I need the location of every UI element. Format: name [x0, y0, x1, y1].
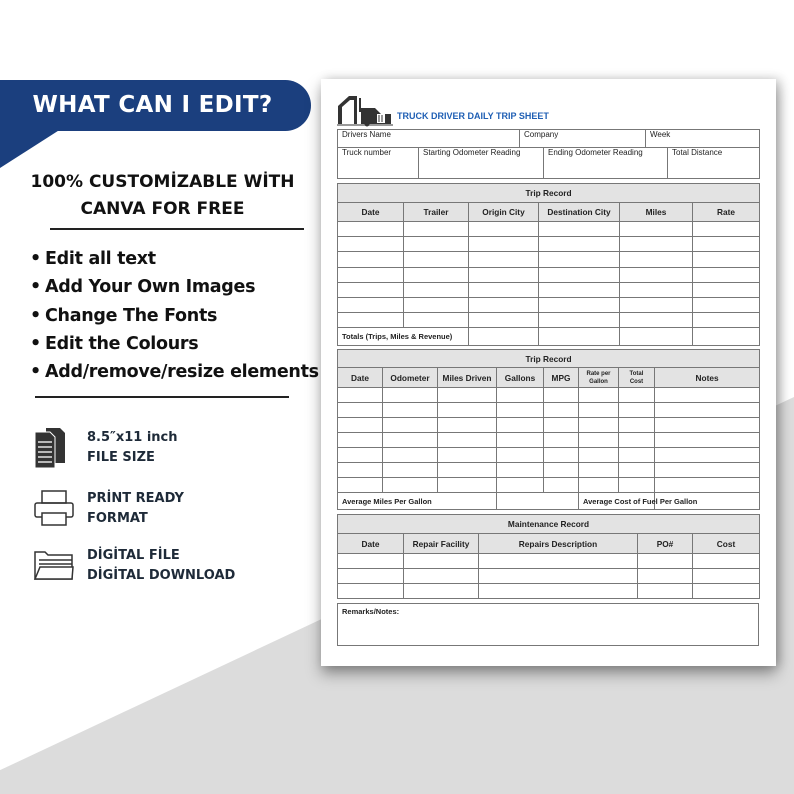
cell[interactable]	[544, 463, 579, 478]
cell[interactable]	[438, 388, 497, 403]
table-row	[338, 267, 760, 282]
table-row	[338, 237, 760, 252]
cell[interactable]	[338, 403, 383, 418]
cell[interactable]	[693, 569, 760, 584]
column-header: Total Cost	[619, 368, 655, 388]
bullet-item: • Edit all text	[30, 247, 319, 275]
cell[interactable]	[619, 403, 655, 418]
cell[interactable]	[619, 433, 655, 448]
cell[interactable]	[469, 237, 539, 252]
cell[interactable]	[579, 478, 619, 493]
cell[interactable]	[620, 282, 693, 297]
cell[interactable]	[620, 297, 693, 312]
cell[interactable]	[404, 267, 469, 282]
column-header: Date	[338, 368, 383, 388]
cell[interactable]	[383, 418, 438, 433]
cell[interactable]	[619, 388, 655, 403]
cell[interactable]	[544, 403, 579, 418]
cell[interactable]	[544, 433, 579, 448]
cell[interactable]	[404, 554, 479, 569]
cell[interactable]	[620, 222, 693, 237]
cell[interactable]	[469, 297, 539, 312]
cell[interactable]	[383, 403, 438, 418]
table-caption: Trip Record	[338, 350, 760, 368]
cell[interactable]	[693, 297, 760, 312]
cell[interactable]	[544, 478, 579, 493]
cell[interactable]	[539, 222, 620, 237]
table-row	[338, 403, 760, 418]
cell[interactable]	[579, 403, 619, 418]
cell[interactable]	[655, 403, 760, 418]
cell[interactable]	[469, 267, 539, 282]
feature-file-size	[34, 428, 178, 468]
column-header: Trailer	[404, 203, 469, 222]
column-header: Destination City	[539, 203, 620, 222]
cell[interactable]	[579, 388, 619, 403]
cell[interactable]	[619, 463, 655, 478]
cell[interactable]	[438, 448, 497, 463]
week-field[interactable]: Week	[646, 130, 760, 148]
documents-icon	[34, 428, 74, 468]
table-row	[338, 418, 760, 433]
cell[interactable]	[497, 418, 544, 433]
cell[interactable]	[693, 252, 760, 267]
feature-line: PRİNT READY	[87, 491, 184, 506]
cell[interactable]	[497, 448, 544, 463]
cell[interactable]	[338, 222, 404, 237]
cell[interactable]	[579, 463, 619, 478]
table-row	[338, 569, 760, 584]
cell[interactable]	[579, 448, 619, 463]
cell[interactable]	[479, 584, 638, 599]
ending-odometer-field[interactable]: Ending Odometer Reading	[544, 148, 668, 179]
feature-line: 8.5″x11 inch	[87, 430, 178, 445]
column-header: Notes	[655, 368, 760, 388]
sheet-title: TRUCK DRIVER DAILY TRIP SHEET	[397, 111, 549, 121]
cell[interactable]	[479, 569, 638, 584]
table-row	[338, 554, 760, 569]
trip-record-table	[337, 183, 760, 346]
cell[interactable]	[693, 313, 760, 328]
cell[interactable]	[469, 222, 539, 237]
column-header: Repair Facility	[404, 534, 479, 554]
column-header: Gallons	[497, 368, 544, 388]
cell[interactable]	[338, 388, 383, 403]
cell[interactable]	[544, 418, 579, 433]
column-header: Date	[338, 203, 404, 222]
feature-line: FORMAT	[87, 511, 148, 526]
cell[interactable]	[469, 282, 539, 297]
cell[interactable]	[539, 297, 620, 312]
bullet-item: • Add Your Own Images	[30, 275, 319, 303]
cell[interactable]	[438, 418, 497, 433]
table-row	[338, 584, 760, 599]
cell[interactable]	[539, 328, 620, 346]
bullet-item: • Edit the Colours	[30, 332, 319, 360]
feature-digital-file	[34, 546, 235, 586]
cell[interactable]	[619, 478, 655, 493]
cell[interactable]	[338, 297, 404, 312]
cell[interactable]	[620, 313, 693, 328]
cell[interactable]	[693, 267, 760, 282]
column-header: Odometer	[383, 368, 438, 388]
column-header: Repairs Description	[479, 534, 638, 554]
cell[interactable]	[579, 418, 619, 433]
cell[interactable]	[620, 252, 693, 267]
cell[interactable]	[338, 252, 404, 267]
cell[interactable]	[620, 267, 693, 282]
subtitle-line-2: CANVA FOR FREE	[80, 199, 245, 219]
cell[interactable]	[438, 463, 497, 478]
subtitle-line-1: 100% CUSTOMİZABLE WİTH	[30, 172, 295, 192]
remarks-field[interactable]: Remarks/Notes:	[338, 604, 759, 646]
column-header: Miles Driven	[438, 368, 497, 388]
cell[interactable]	[655, 388, 760, 403]
cell[interactable]	[693, 237, 760, 252]
total-distance-field[interactable]: Total Distance	[668, 148, 760, 179]
column-header: MPG	[544, 368, 579, 388]
cell[interactable]	[404, 297, 469, 312]
table-row	[338, 448, 760, 463]
cell[interactable]	[693, 222, 760, 237]
cell[interactable]	[693, 554, 760, 569]
fuel-trip-record-table	[337, 349, 760, 510]
cell[interactable]	[655, 463, 760, 478]
cell[interactable]	[338, 554, 404, 569]
table-row	[338, 463, 760, 478]
cell[interactable]	[544, 388, 579, 403]
cell[interactable]	[620, 237, 693, 252]
cell[interactable]	[338, 463, 383, 478]
divider	[35, 396, 289, 398]
cell[interactable]	[338, 418, 383, 433]
cell[interactable]	[497, 478, 544, 493]
cell[interactable]	[693, 328, 760, 346]
cell[interactable]	[497, 388, 544, 403]
cell[interactable]	[438, 478, 497, 493]
truck-number-field[interactable]: Truck number	[338, 148, 419, 179]
cell[interactable]	[539, 252, 620, 267]
column-header: Date	[338, 534, 404, 554]
cell[interactable]	[469, 313, 539, 328]
cell[interactable]	[479, 554, 638, 569]
column-header: Origin City	[469, 203, 539, 222]
column-header: Rate	[693, 203, 760, 222]
remarks-box	[337, 603, 759, 646]
cell[interactable]	[438, 403, 497, 418]
cell[interactable]	[655, 433, 760, 448]
folder-icon	[34, 546, 74, 586]
truck-logo-icon	[337, 94, 393, 126]
cell[interactable]	[469, 252, 539, 267]
cell[interactable]	[383, 433, 438, 448]
table-row	[338, 313, 760, 328]
cell[interactable]	[638, 569, 693, 584]
cell[interactable]	[338, 569, 404, 584]
table-caption: Maintenance Record	[338, 515, 760, 534]
avg-cost-label: Average Cost of Fuel Per Gallon	[579, 493, 655, 510]
table-row	[338, 433, 760, 448]
cell[interactable]	[539, 313, 620, 328]
avg-mpg-label: Average Miles Per Gallon	[338, 493, 497, 510]
table-row	[338, 478, 760, 493]
table-row	[338, 282, 760, 297]
table-row	[338, 388, 760, 403]
cell[interactable]	[438, 433, 497, 448]
cell[interactable]	[383, 478, 438, 493]
drivers-name-field[interactable]: Drivers Name	[338, 130, 520, 148]
feature-line: FILE SIZE	[87, 450, 155, 465]
bullet-item: • Change The Fonts	[30, 304, 319, 332]
totals-label: Totals (Trips, Miles & Revenue)	[338, 328, 469, 346]
table-row	[338, 297, 760, 312]
cell[interactable]	[383, 463, 438, 478]
feature-line: DİGİTAL DOWNLOAD	[87, 568, 236, 583]
column-header: Cost	[693, 534, 760, 554]
maintenance-record-table	[337, 514, 760, 599]
cell[interactable]	[655, 418, 760, 433]
table-row	[338, 222, 760, 237]
feature-line: DİGİTAL FİLE	[87, 548, 180, 563]
column-header: Rate per Gallon	[579, 368, 619, 388]
cell[interactable]	[404, 237, 469, 252]
cell[interactable]	[338, 584, 404, 599]
cell[interactable]	[404, 584, 479, 599]
cell[interactable]	[655, 478, 760, 493]
cell[interactable]	[539, 267, 620, 282]
cell[interactable]	[539, 282, 620, 297]
cell[interactable]	[404, 252, 469, 267]
cell[interactable]	[497, 463, 544, 478]
cell[interactable]	[693, 282, 760, 297]
feature-bullets	[30, 247, 319, 388]
column-header: Miles	[620, 203, 693, 222]
driver-info-table	[337, 129, 760, 179]
cell[interactable]	[338, 433, 383, 448]
cell[interactable]	[338, 237, 404, 252]
avg-mpg-value[interactable]	[497, 493, 579, 510]
table-caption: Trip Record	[338, 184, 760, 203]
cell[interactable]	[338, 448, 383, 463]
cell[interactable]	[338, 267, 404, 282]
cell[interactable]	[638, 554, 693, 569]
cell[interactable]	[469, 328, 539, 346]
cell[interactable]	[404, 222, 469, 237]
cell[interactable]	[620, 328, 693, 346]
banner-title: WHAT CAN I EDIT?	[32, 92, 273, 118]
cell[interactable]	[497, 403, 544, 418]
column-header: PO#	[638, 534, 693, 554]
cell[interactable]	[579, 433, 619, 448]
starting-odometer-field[interactable]: Starting Odometer Reading	[419, 148, 544, 179]
cell[interactable]	[404, 282, 469, 297]
feature-print-ready	[34, 489, 184, 529]
table-row	[338, 252, 760, 267]
cell[interactable]	[338, 478, 383, 493]
printer-icon	[34, 489, 74, 529]
cell[interactable]	[693, 584, 760, 599]
company-field[interactable]: Company	[520, 130, 646, 148]
cell[interactable]	[404, 313, 469, 328]
cell[interactable]	[383, 448, 438, 463]
cell[interactable]	[539, 237, 620, 252]
cell[interactable]	[619, 418, 655, 433]
bullet-item: • Add/remove/resize elements	[30, 360, 319, 388]
cell[interactable]	[655, 448, 760, 463]
cell[interactable]	[338, 313, 404, 328]
cell[interactable]	[544, 448, 579, 463]
cell[interactable]	[497, 433, 544, 448]
cell[interactable]	[404, 569, 479, 584]
divider	[50, 228, 304, 230]
cell[interactable]	[338, 282, 404, 297]
cell[interactable]	[383, 388, 438, 403]
cell[interactable]	[638, 584, 693, 599]
cell[interactable]	[619, 448, 655, 463]
